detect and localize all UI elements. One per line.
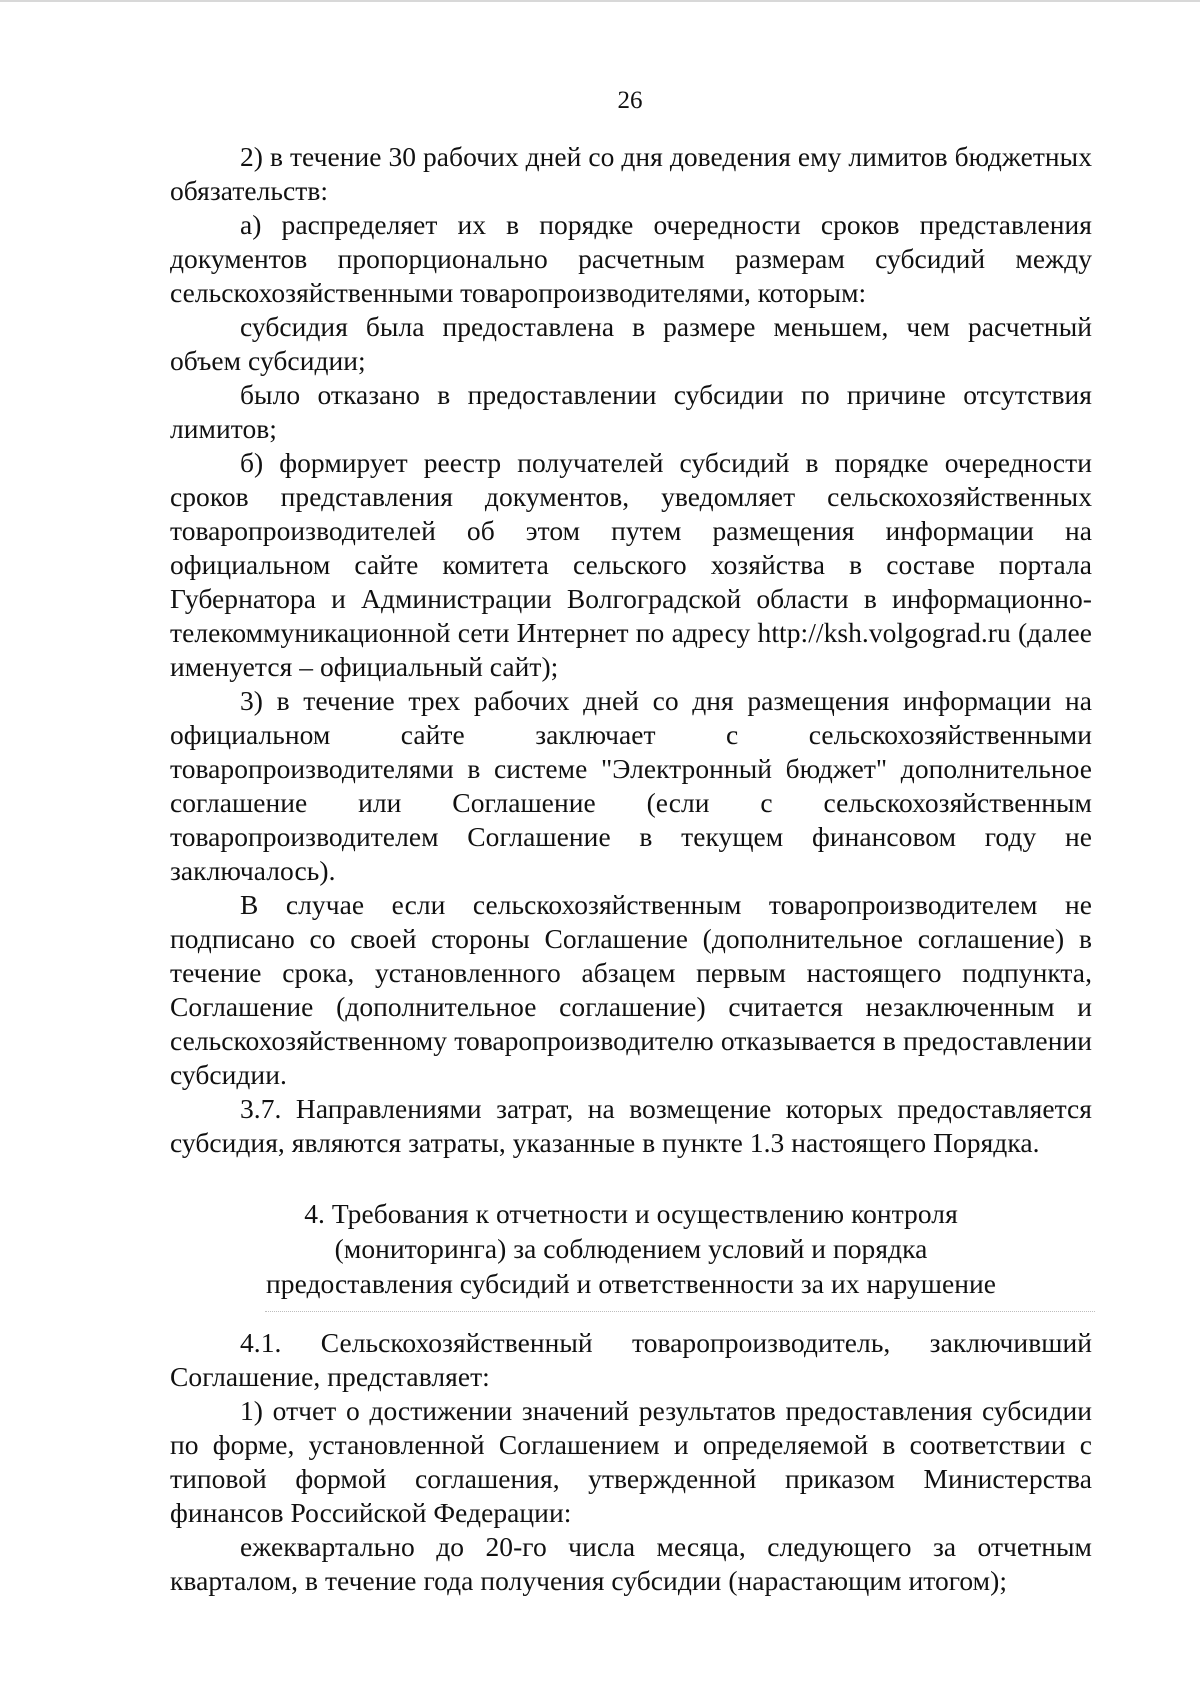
- paragraph-item-2: 2) в течение 30 рабочих дней со дня доведения ему лимитов бюджетных обязательств:: [170, 141, 1092, 206]
- section-heading-line-1: 4. Требования к отчетности и осуществлению контроля: [304, 1198, 958, 1229]
- section-heading-line-2: (мониторинга) за соблюдением условий и порядка: [334, 1233, 928, 1264]
- paragraph-unsigned-agreement: В случае если сельскохозяйственным товаропроизводителем не подписано со своей стороны Соглашение (дополнительное соглашение) в течение срока, установленного абзацем первым настоящего подпункта, Соглашение (дополнительное соглашение) считается незаключенным и сельскохозяйственному товаропроизводителю отказывается в предоставлении субсидии.: [170, 889, 1092, 1090]
- document-body: [170, 140, 1092, 1598]
- paragraph-item-3: 3) в течение трех рабочих дней со дня размещения информации на официальном сайте заключает с сельскохозяйственными товаропроизводителями в системе "Электронный бюджет" дополнительное соглашение или Соглашение (если с сельскохозяйственным товаропроизводителем Соглашение в текущем финансовом году не заключалось).: [170, 685, 1092, 886]
- paragraph-condition-refused: было отказано в предоставлении субсидии по причине отсутствия лимитов;: [170, 379, 1092, 444]
- paragraph-quarterly-deadline: ежеквартально до 20-го числа месяца, следующего за отчетным кварталом, в течение года получения субсидии (нарастающим итогом);: [170, 1531, 1092, 1596]
- section-heading-line-3: предоставления субсидий и ответственности за их нарушение: [266, 1268, 996, 1299]
- paragraph-subitem-a: а) распределяет их в порядке очередности сроков представления документов пропорционально расчетным размерам субсидий между сельскохозяйственными товаропроизводителями, которым:: [170, 209, 1092, 308]
- paragraph-subitem-b: б) формирует реестр получателей субсидий в порядке очередности сроков представления документов, уведомляет сельскохозяйственных товаропроизводителей об этом путем размещения информации на официальном сайте комитета сельского хозяйства в составе портала Губернатора и Администрации Волгоградской области в информационно-телекоммуникационной сети Интернет по адресу http://ksh.volgograd.ru (далее именуется – официальный сайт);: [170, 447, 1092, 682]
- section-divider: [265, 1311, 1095, 1312]
- section-heading: [170, 1196, 1092, 1301]
- page-number: 26: [617, 87, 643, 114]
- paragraph-report-item-1: 1) отчет о достижении значений результатов предоставления субсидии по форме, установленной Соглашением и определяемой в соответствии с типовой формой соглашения, утвержденной приказом Министерства финансов Российской Федерации:: [170, 1395, 1092, 1528]
- paragraph-4-1: 4.1. Сельскохозяйственный товаропроизводитель, заключивший Соглашение, представляет:: [170, 1327, 1092, 1392]
- paragraph-3-7: 3.7. Направлениями затрат, на возмещение которых предоставляется субсидия, являются затраты, указанные в пункте 1.3 настоящего Порядка.: [170, 1093, 1092, 1158]
- paragraph-condition-reduced: субсидия была предоставлена в размере меньшем, чем расчетный объем субсидии;: [170, 311, 1092, 376]
- scan-edge-shadow: [0, 0, 1200, 2]
